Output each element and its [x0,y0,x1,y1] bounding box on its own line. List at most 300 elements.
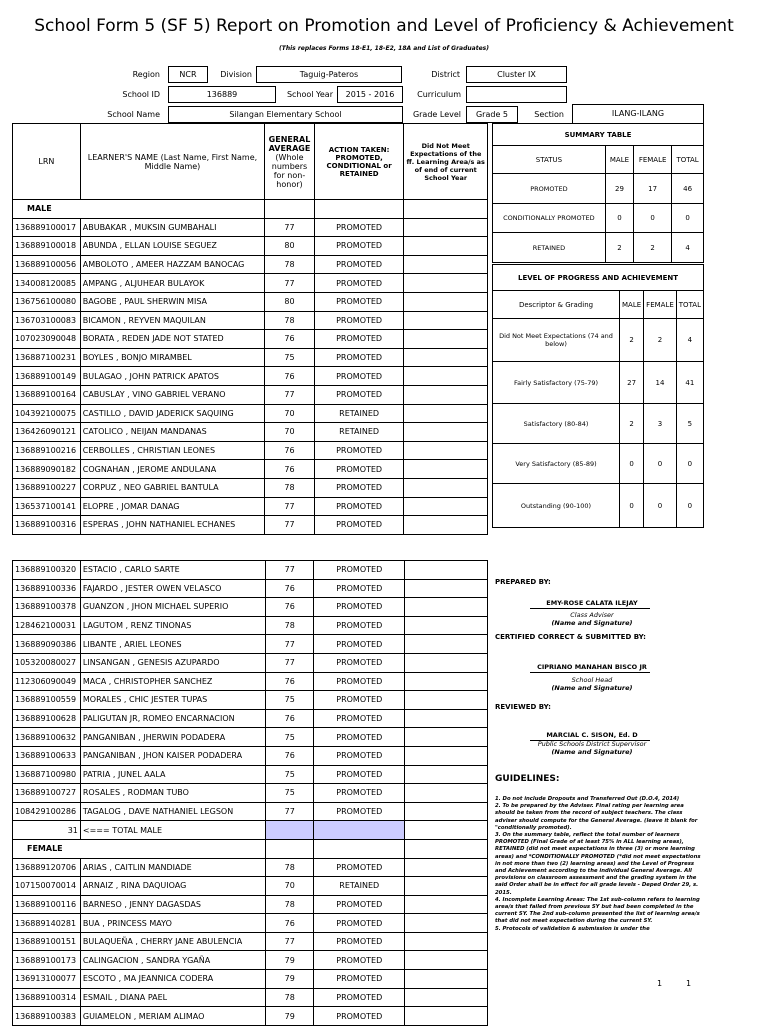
learner-name-cell: ARNAIZ , RINA DAQUIOAG [80,877,266,896]
progress-header-2: FEMALE [644,291,677,319]
male-learner-row [13,653,488,672]
progress-cell: 41 [676,362,703,404]
male-learner-row [13,709,488,728]
progress-cell: 0 [676,484,703,528]
general-average-cell: 77 [265,385,315,404]
male-learner-row [13,672,488,691]
learner-name-cell: BAGOBE , PAUL SHERWIN MISA [80,292,264,311]
learner-name-cell: AMBOLOTO , AMEER HAZZAM BANOCAG [80,255,264,274]
page-number-left: 1 [657,979,663,988]
certified-by-label: CERTIFIED CORRECT & SUBMITTED BY: [495,633,646,641]
summary-cell: 29 [605,174,633,204]
lrn-cell: 136889100336 [13,579,81,598]
supervisor-title: Public Schools District Supervisor [537,740,647,748]
action-taken-cell: PROMOTED [314,746,405,765]
learner-name-cell: BULAGAO , JOHN PATRICK APATOS [80,367,264,386]
supervisor-sub: (Name and Signature) [551,748,633,756]
col-lrn: LRN [13,124,81,200]
did-not-meet-cell [404,348,488,367]
progress-cell: Did Not Meet Expectations (74 and below) [493,319,620,362]
male-learner-row [13,516,488,535]
did-not-meet-cell [405,932,488,951]
lrn-cell: 136889100727 [13,784,81,803]
female-learner-row [13,914,488,933]
male-learner-row [13,423,488,442]
general-average-cell: 77 [265,516,315,535]
action-taken-cell: PROMOTED [314,255,404,274]
progress-cell: 0 [676,444,703,484]
progress-cell: 2 [620,404,644,444]
action-taken-cell: PROMOTED [314,561,405,580]
general-average-cell: 76 [266,672,314,691]
learner-name-cell: TAGALOG , DAVE NATHANIEL LEGSON [80,802,266,821]
lrn-cell: 136889100018 [13,237,81,256]
lrn-cell: 108429100286 [13,802,81,821]
action-taken-cell: PROMOTED [314,616,405,635]
lrn-cell: 136889100164 [13,385,81,404]
did-not-meet-cell [405,561,488,580]
progress-row [493,319,704,362]
progress-rows [493,319,704,528]
general-average-cell: 77 [266,635,314,654]
male-learner-row [13,561,488,580]
progress-cell: 0 [620,444,644,484]
learner-name-cell: GUIAMELON , MERIAM ALIMAO [80,1007,266,1026]
learner-name-cell: PANGANIBAN , JHON KAISER PODADERA [80,746,266,765]
learner-name-cell: ESTACIO , CARLO SARTE [80,561,266,580]
did-not-meet-cell [404,460,488,479]
lrn-cell: 136889100056 [13,255,81,274]
adviser-sub: (Name and Signature) [551,619,633,627]
male-learner-row [13,691,488,710]
did-not-meet-cell [405,970,488,989]
did-not-meet-cell [404,478,488,497]
summary-row [493,233,704,263]
learner-name-cell: ROSALES , RODMAN TUBO [80,784,266,803]
learner-name-cell: ARIAS , CAITLIN MANDIADE [80,858,266,877]
summary-cell: PROMOTED [493,174,606,204]
general-average-cell: 78 [265,255,315,274]
did-not-meet-cell [405,914,488,933]
general-average-cell: 78 [266,616,314,635]
lrn-cell: 136889100628 [13,709,81,728]
reviewed-by-label: REVIEWED BY: [495,703,551,711]
male-rows-page1 [13,218,488,534]
action-taken-cell: PROMOTED [314,691,405,710]
male-learner-row [13,237,488,256]
general-average-cell: 79 [266,970,314,989]
learner-table-page1 [12,123,488,535]
progress-cell: 4 [676,319,703,362]
did-not-meet-cell [405,728,488,747]
learner-name-cell: BOYLES , BONJO MIRAMBEL [80,348,264,367]
guideline-3: 3. On the summary table, reflect the total number of learners PROMOTED (Final Grade of at least 75% in ALL learning areas), RETAINED (did not meet expectations in three (3) or more learning areas) and *CONDITIONALLY PROMOTED (*did not meet expectations in not more than two (2) learning areas) and the Level of Progress and Achievement according to the individual General Average. All provisions on classroom assessment and the grading system in the said Order shall be in effect for all grade levels - Deped Order 29, s. 2015. [495,832,701,896]
did-not-meet-cell [404,292,488,311]
progress-cell: Outstanding (90-100) [493,484,620,528]
curriculum-label: Curriculum [417,90,461,99]
male-learner-row [13,311,488,330]
male-learner-row [13,404,488,423]
lrn-cell: 104392100075 [13,404,81,423]
action-taken-cell: PROMOTED [314,598,405,617]
action-taken-cell: PROMOTED [314,348,404,367]
action-taken-cell: PROMOTED [314,311,404,330]
general-average-cell: 75 [265,348,315,367]
school-id-value: 136889 [168,86,276,103]
did-not-meet-cell [404,441,488,460]
summary-cell: 4 [672,233,704,263]
learner-name-cell: LINSANGAN , GENESIS AZUPARDO [80,653,266,672]
lrn-cell: 136889100116 [13,895,81,914]
guideline-2: 2. To be prepared by the Adviser. Final rating per learning area should be taken from the record of subject teachers. The class adviser should compute for the General Average. (leave it blank for "conditionally promoted). [495,803,698,831]
did-not-meet-cell [405,858,488,877]
general-average-cell: 78 [265,311,315,330]
prepared-by-label: PREPARED BY: [495,578,551,586]
did-not-meet-cell [404,385,488,404]
did-not-meet-cell [404,255,488,274]
progress-cell: Satisfactory (80-84) [493,404,620,444]
male-learner-row [13,441,488,460]
male-learner-row [13,802,488,821]
female-rows [13,858,488,1025]
action-taken-cell: PROMOTED [314,709,405,728]
general-average-cell: 77 [265,497,315,516]
col-name: LEARNER'S NAME (Last Name, First Name, Middle Name) [80,124,264,200]
lrn-cell: 136887100980 [13,765,81,784]
general-average-cell: 79 [266,951,314,970]
male-learner-row [13,616,488,635]
did-not-meet-cell [405,579,488,598]
male-learner-row [13,385,488,404]
learner-name-cell: CATOLICO , NEIJAN MANDANAS [80,423,264,442]
general-average-cell: 70 [266,877,314,896]
school-year-label: School Year [286,90,333,99]
action-taken-cell: PROMOTED [314,441,404,460]
general-average-cell: 76 [266,746,314,765]
did-not-meet-cell [405,709,488,728]
male-learner-row [13,598,488,617]
col-average-bold: GENERAL AVERAGE [268,134,311,153]
action-taken-cell: RETAINED [314,423,404,442]
progress-row [493,484,704,528]
general-average-cell: 76 [265,330,315,349]
general-average-cell: 76 [266,598,314,617]
summary-cell: 2 [605,233,633,263]
lrn-cell: 136913100077 [13,970,81,989]
female-learner-row [13,988,488,1007]
did-not-meet-cell [404,367,488,386]
did-not-meet-cell [405,877,488,896]
progress-cell: 5 [676,404,703,444]
lrn-cell: 136889100320 [13,561,81,580]
learner-name-cell: LIBANTE , ARIEL LEONES [80,635,266,654]
adviser-title: Class Adviser [570,611,614,619]
lrn-cell: 136889100632 [13,728,81,747]
lrn-cell: 136756100080 [13,292,81,311]
learner-name-cell: LAGUTOM , RENZ TINONAS [80,616,266,635]
action-taken-cell: PROMOTED [314,516,404,535]
curriculum-value [466,86,567,103]
head-sub: (Name and Signature) [551,684,633,692]
summary-rows [493,174,704,263]
general-average-cell: 76 [266,914,314,933]
general-average-cell: 75 [266,728,314,747]
guidelines-title: GUIDELINES: [495,774,560,784]
male-learner-row [13,274,488,293]
lrn-cell: 136889100316 [13,516,81,535]
did-not-meet-cell [404,404,488,423]
general-average-cell: 78 [266,858,314,877]
learner-name-cell: CORPUZ , NEO GABRIEL BANTULA [80,478,264,497]
progress-row [493,444,704,484]
male-learner-row [13,784,488,803]
progress-row [493,404,704,444]
lrn-cell: 136889100633 [13,746,81,765]
action-taken-cell: PROMOTED [314,653,405,672]
learner-name-cell: ESCOTO , MA JEANNICA CODERA [80,970,266,989]
school-id-label: School ID [122,90,160,99]
summary-cell: 46 [672,174,704,204]
male-learner-row [13,255,488,274]
district-label: District [431,70,460,79]
progress-cell: Very Satisfactory (85-89) [493,444,620,484]
lrn-cell: 136889140281 [13,914,81,933]
adviser-name: EMY-ROSE CALATA ILEJAY [546,599,638,607]
lrn-cell: 136887100231 [13,348,81,367]
learner-name-cell: CABUSLAY , VINO GABRIEL VERANO [80,385,264,404]
action-taken-cell: PROMOTED [314,292,404,311]
learner-name-cell: BORATA , REDEN JADE NOT STATED [80,330,264,349]
summary-table [492,123,704,263]
head-title: School Head [571,676,613,684]
guideline-5: 5. Protocols of validation & submission is under the [495,925,650,932]
lrn-cell: 107023090048 [13,330,81,349]
did-not-meet-cell [404,274,488,293]
learner-name-cell: GUANZON , JHON MICHAEL SUPERIO [80,598,266,617]
lrn-cell: 136889100173 [13,951,81,970]
summary-row [493,174,704,204]
did-not-meet-cell [404,311,488,330]
did-not-meet-cell [405,691,488,710]
learner-name-cell: MORALES , CHIC JESTER TUPAS [80,691,266,710]
summary-header-3: TOTAL [672,146,704,174]
form-title: School Form 5 (SF 5) Report on Promotion and Level of Proficiency & Achievement [34,16,734,36]
general-average-cell: 77 [266,561,314,580]
lrn-cell: 136889120706 [13,858,81,877]
lrn-cell: 105320080027 [13,653,81,672]
general-average-cell: 76 [265,367,315,386]
learner-name-cell: CASTILLO , DAVID JADERICK SAQUING [80,404,264,423]
did-not-meet-cell [405,598,488,617]
did-not-meet-cell [405,635,488,654]
general-average-cell: 76 [266,579,314,598]
progress-cell: 0 [620,484,644,528]
general-average-cell: 78 [265,478,315,497]
female-learner-row [13,1007,488,1026]
guideline-4: 4. Incomplete Learning Areas: The 1st sub-column refers to learning area/s that failed from previous SY but had been completed in the current SY. The 2nd sub-column presented the list of learning area/s that did not meet expectation during the current SY. [495,896,700,925]
head-name: CIPRIANO MANAHAN BISCO JR [537,663,647,671]
learner-name-cell: COGNAHAN , JEROME ANDULANA [80,460,264,479]
general-average-cell: 80 [265,292,315,311]
form-subtitle: (This replaces Forms 18-E1, 18-E2, 18A and List of Graduates) [279,45,489,52]
male-learner-row [13,292,488,311]
lrn-cell: 136703100083 [13,311,81,330]
general-average-cell: 77 [266,802,314,821]
lrn-cell: 134008120085 [13,274,81,293]
male-rows-page2 [13,561,488,821]
learner-name-cell: PALIGUTAN JR, ROMEO ENCARNACION [80,709,266,728]
summary-cell: 0 [605,204,633,233]
general-average-cell: 77 [265,274,315,293]
summary-cell: RETAINED [493,233,606,263]
male-learner-row [13,579,488,598]
learner-name-cell: BUA , PRINCESS MAYO [80,914,266,933]
learner-name-cell: BICAMON , REYVEN MAQUILAN [80,311,264,330]
lrn-cell: 136889100378 [13,598,81,617]
progress-cell: 0 [644,484,677,528]
action-taken-cell: RETAINED [314,877,405,896]
total-male-label: <=== TOTAL MALE [80,821,266,840]
action-taken-cell: PROMOTED [314,728,405,747]
action-taken-cell: PROMOTED [314,460,404,479]
learner-name-cell: ELOPRE , JOMAR DANAG [80,497,264,516]
guideline-1: 1. Do not include Dropouts and Transferred Out (D.O.4, 2014) [495,796,680,802]
male-learner-row [13,348,488,367]
action-taken-cell: PROMOTED [314,635,405,654]
did-not-meet-cell [404,516,488,535]
learner-name-cell: FAJARDO , JESTER OWEN VELASCO [80,579,266,598]
action-taken-cell: PROMOTED [314,478,404,497]
male-learner-row [13,497,488,516]
lrn-cell: 136889100151 [13,932,81,951]
page-number-right: 1 [686,979,692,988]
lrn-cell: 128462100031 [13,616,81,635]
lrn-cell: 136889090182 [13,460,81,479]
general-average-cell: 76 [265,460,315,479]
action-taken-cell: PROMOTED [314,274,404,293]
lrn-cell: 136426090121 [13,423,81,442]
lrn-cell: 136889090386 [13,635,81,654]
lrn-cell: 136889100227 [13,478,81,497]
col-dnm: Did Not Meet Expectations of the ff. Learning Area/s as of end of current School Year [404,124,488,200]
action-taken-cell: PROMOTED [314,951,405,970]
summary-cell: 0 [672,204,704,233]
male-learner-row [13,330,488,349]
general-average-cell: 79 [266,1007,314,1026]
progress-cell: Fairly Satisfactory (75-79) [493,362,620,404]
lrn-cell: 136889100314 [13,988,81,1007]
did-not-meet-cell [405,802,488,821]
did-not-meet-cell [404,497,488,516]
general-average-cell: 75 [266,765,314,784]
action-taken-cell: RETAINED [314,404,404,423]
general-average-cell: 78 [266,895,314,914]
school-year-value: 2015 - 2016 [337,86,403,103]
action-taken-cell: PROMOTED [314,367,404,386]
general-average-cell: 75 [266,784,314,803]
progress-cell: 0 [644,444,677,484]
region-value: NCR [168,66,208,83]
action-taken-cell: PROMOTED [314,988,405,1007]
action-taken-cell: PROMOTED [314,765,405,784]
female-learner-row [13,858,488,877]
summary-cell: 2 [634,233,672,263]
progress-header-0: Descriptor & Grading [493,291,620,319]
lrn-cell: 136537100141 [13,497,81,516]
did-not-meet-cell [404,237,488,256]
action-taken-cell: PROMOTED [314,895,405,914]
general-average-cell: 77 [266,932,314,951]
learner-name-cell: MACA , CHRISTOPHER SANCHEZ [80,672,266,691]
general-average-cell: 77 [266,653,314,672]
lrn-cell: 107150070014 [13,877,81,896]
summary-row [493,204,704,233]
division-value: Taguig-Pateros [256,66,402,83]
progress-cell: 2 [644,319,677,362]
did-not-meet-cell [405,784,488,803]
female-section-label: FEMALE [13,839,266,858]
progress-header-1: MALE [620,291,644,319]
male-learner-row [13,478,488,497]
progress-header-row [493,291,704,319]
col-average [265,124,315,200]
did-not-meet-cell [404,330,488,349]
did-not-meet-cell [405,746,488,765]
progress-cell: 3 [644,404,677,444]
section-value: ILANG-ILANG [572,104,704,124]
action-taken-cell: PROMOTED [314,237,404,256]
summary-header-1: MALE [605,146,633,174]
did-not-meet-cell [405,951,488,970]
male-learner-row [13,728,488,747]
did-not-meet-cell [405,895,488,914]
progress-cell: 14 [644,362,677,404]
lrn-cell: 136889100559 [13,691,81,710]
learner-name-cell: PANGANIBAN , JHERWIN PODADERA [80,728,266,747]
total-male-count: 31 [13,821,81,840]
male-learner-row [13,218,488,237]
male-learner-row [13,746,488,765]
summary-title: SUMMARY TABLE [493,124,704,146]
grade-level-value: Grade 5 [466,106,518,123]
section-label: Section [534,110,564,119]
learner-name-cell: ESPERAS , JOHN NATHANIEL ECHANES [80,516,264,535]
adviser-sign-line [530,608,650,609]
action-taken-cell: PROMOTED [314,858,405,877]
learner-name-cell: CALINGACION , SANDRA YGAÑA [80,951,266,970]
action-taken-cell: PROMOTED [314,218,404,237]
progress-row [493,362,704,404]
action-taken-cell: PROMOTED [314,802,405,821]
learner-name-cell: ESMAIL , DIANA PAEL [80,988,266,1007]
summary-cell: 17 [634,174,672,204]
learner-name-cell: ABUBAKAR , MUKSIN GUMBAHALI [80,218,264,237]
learner-name-cell: AMPANG , ALJUHEAR BULAYOK [80,274,264,293]
did-not-meet-cell [405,616,488,635]
general-average-cell: 76 [265,441,315,460]
school-name-value: Silangan Elementary School [168,106,403,123]
lrn-cell: 136889100149 [13,367,81,386]
male-section-label: MALE [13,200,265,219]
male-learner-row [13,367,488,386]
summary-header-row [493,146,704,174]
female-learner-row [13,895,488,914]
progress-header-3: TOTAL [676,291,703,319]
lrn-cell: 136889100017 [13,218,81,237]
division-label: Division [220,70,252,79]
grade-level-label: Grade Level [412,110,461,119]
head-sign-line [530,672,650,673]
